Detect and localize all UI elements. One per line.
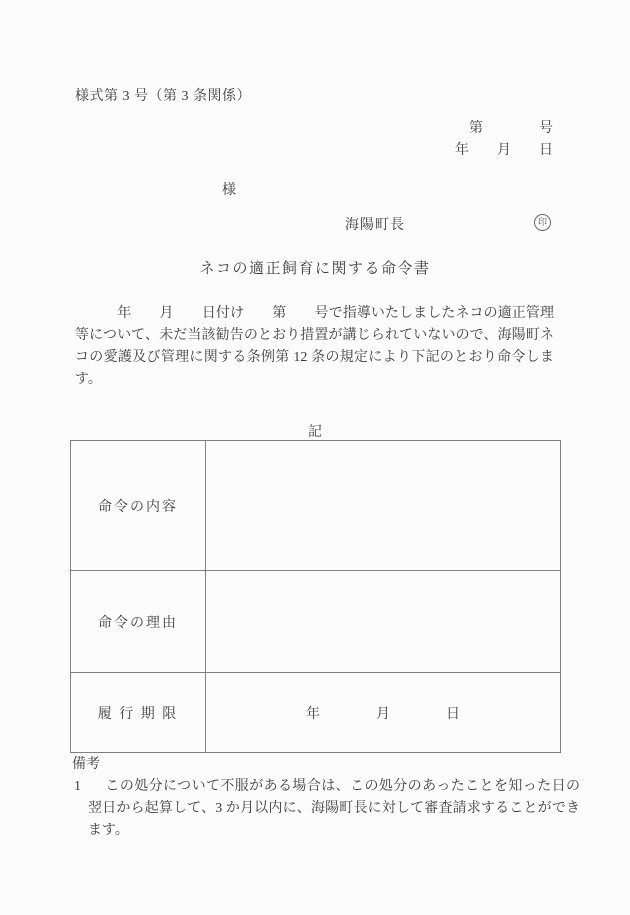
notes-label: 備考 xyxy=(72,757,100,772)
table-row-deadline xyxy=(71,673,561,753)
note-text: この処分について不服がある場合は、この処分のあったことを知った日の翌日から起算して、3 か月以内に、海陽町長に対して審査請求することができます。 xyxy=(88,779,580,838)
order-reason-value xyxy=(206,571,561,673)
order-table xyxy=(70,440,561,753)
body-paragraph: 年 月 日付け 第 号で指導いたしましたネコの適正管理等について、未だ当該勧告のとおり措置が講じられていないので、海陽町ネコの愛護及び管理に関する条例第 12 条の規定により下記のとおり命令します。 xyxy=(75,306,554,387)
seal-position xyxy=(534,214,551,231)
deadline-value: 年 月 日 xyxy=(206,673,561,753)
issuer-name: 海陽町長 xyxy=(345,218,405,233)
document-number-block xyxy=(455,118,553,162)
document-date-blank: 年 月 日 xyxy=(455,143,553,158)
form-number: 様式第 3 号（第 3 条関係） xyxy=(75,89,251,104)
note-number: 1 xyxy=(74,779,81,794)
addressee-suffix: 様 xyxy=(222,183,236,198)
document-title: ネコの適正飼育に関する命令書 xyxy=(199,261,431,277)
order-reason-label: 命令の理由 xyxy=(71,571,206,673)
seal-icon: 印 xyxy=(534,214,551,231)
order-content-value xyxy=(206,441,561,571)
table-row-order-content xyxy=(71,441,561,571)
notes-section xyxy=(72,754,580,842)
deadline-label: 履 行 期 限 xyxy=(71,673,206,753)
note-item xyxy=(72,776,580,842)
order-content-label: 命令の内容 xyxy=(71,441,206,571)
ki-heading: 記 xyxy=(308,425,322,440)
table-row-order-reason xyxy=(71,571,561,673)
document-number-blank: 第 号 xyxy=(469,121,553,136)
